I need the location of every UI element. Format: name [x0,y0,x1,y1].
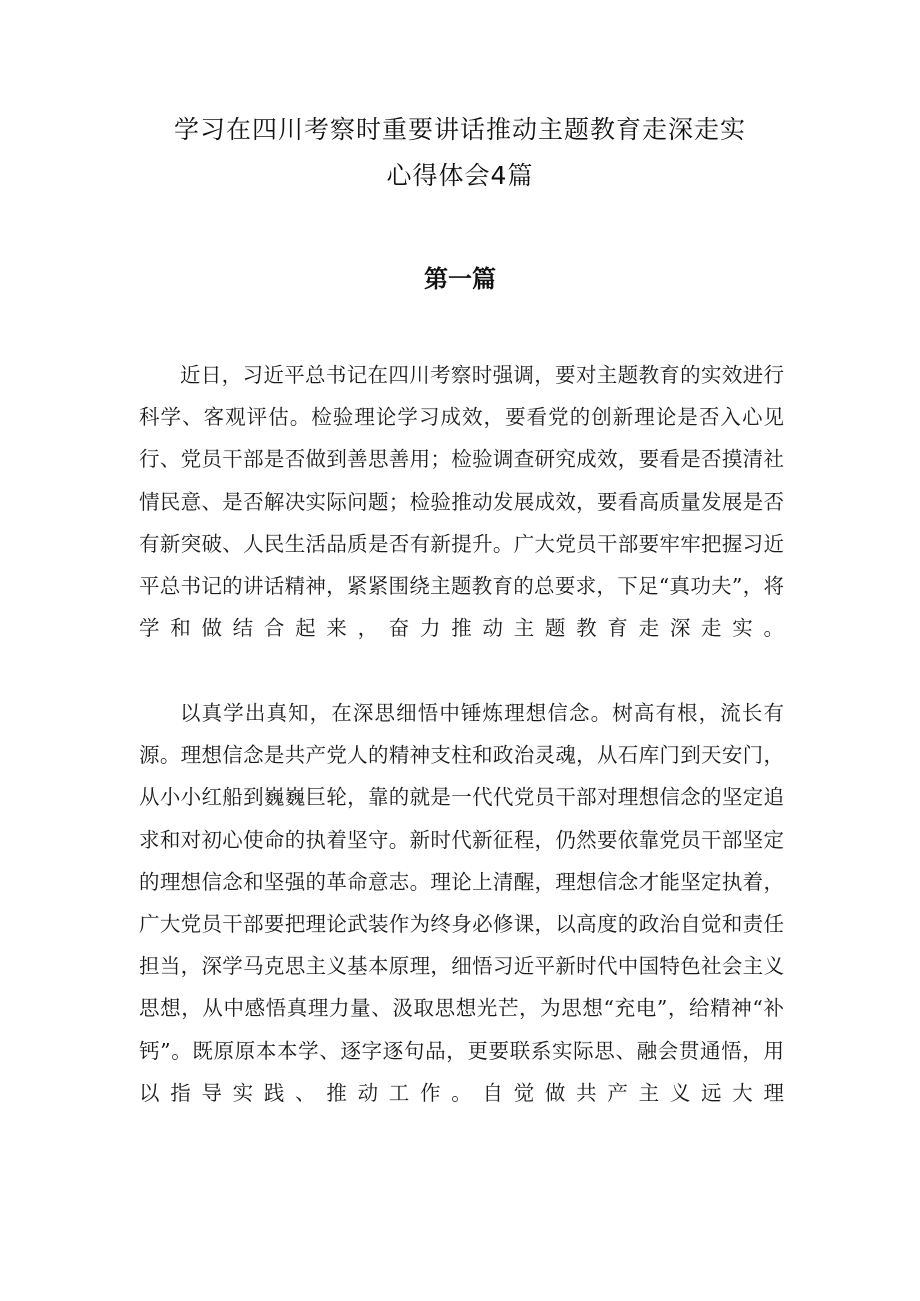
section-heading: 第一篇 [424,265,496,293]
body-paragraph-2: 以真学出真知，在深思细悟中锤炼理想信念。树高有根，流长有源。理想信念是共产党人的精神支柱和政治灵魂，从石库门到天安门，从小小红船到巍巍巨轮，靠的就是一代代党员干部对理想信念的坚定追求和对初心使命的执着坚守。新时代新征程，仍然要依靠党员干部坚定的理想信念和坚强的革命意志。理论上清醒，理想信念才能坚定执着，广大党员干部要把理论武装作为终身必修课，以高度的政治自觉和责任担当，深学马克思主义基本原理，细悟习近平新时代中国特色社会主义思想，从中感悟真理力量、汲取思想光芒，为思想“充电”，给精神“补钙”。既原原本本学、逐字逐句品，更要联系实际思、融会贯通悟，用以指导实践、推动工作。自觉做共产主义远大理 [139,701,784,1105]
document-title-line-2: 心得体会4篇 [386,161,534,190]
body-paragraph-1: 近日，习近平总书记在四川考察时强调，要对主题教育的实效进行科学、客观评估。检验理论学习成效，要看党的创新理论是否入心见行、党员干部是否做到善思善用；检验调查研究成效，要看是否摸清社情民意、是否解决实际问题；检验推动发展成效，要看高质量发展是否有新突破、人民生活品质是否有新提升。广大党员干部要牢牢把握习近平总书记的讲话精神，紧紧围绕主题教育的总要求，下足“真功夫”，将学和做结合起来，奋力推动主题教育走深走实。 [139,363,784,641]
document-title-line-1: 学习在四川考察时重要讲话推动主题教育走深走实 [173,115,746,144]
